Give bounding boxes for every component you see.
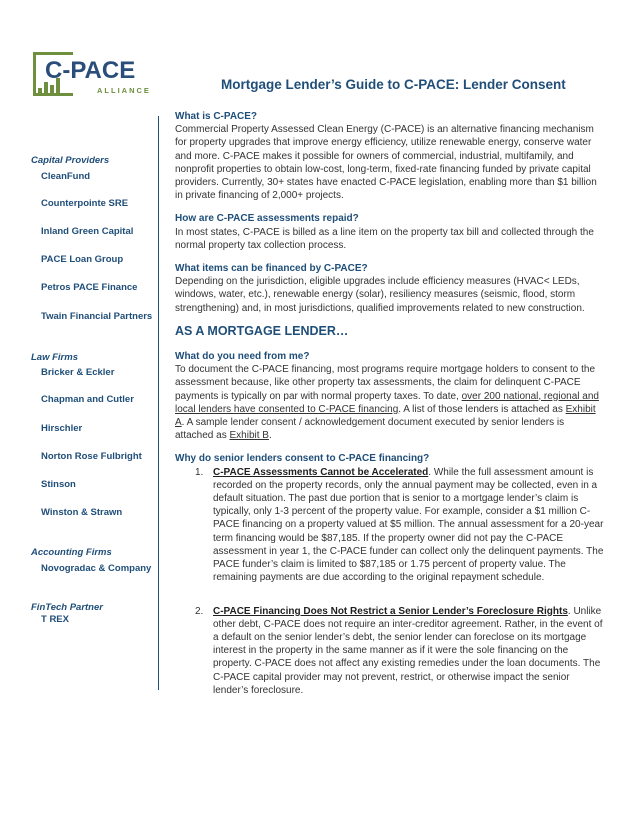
sidebar-category-law-firms: Law Firms	[31, 352, 78, 363]
sidebar-item: Counterpointe SRE	[41, 198, 129, 209]
sidebar-item: Norton Rose Fulbright	[41, 451, 142, 462]
section-heading: How are C-PACE assessments repaid?	[175, 213, 359, 225]
sidebar-category-capital-providers: Capital Providers	[31, 155, 110, 166]
reasons-list	[175, 466, 605, 697]
logo-sub-text: ALLIANCE	[97, 86, 151, 95]
lender-heading: AS A MORTGAGE LENDER…	[175, 323, 349, 338]
sidebar-category-fintech: FinTech Partner	[31, 602, 103, 613]
sidebar-item: PACE Loan Group	[41, 254, 124, 265]
section-heading: Why do senior lenders consent to C-PACE financing?	[175, 453, 430, 465]
exhibit-b-link[interactable]: Exhibit B	[229, 430, 269, 442]
body-text: . A sample lender consent / acknowledgement document executed by senior lenders is attached as	[175, 417, 565, 442]
sidebar-item: Novogradac & Company	[41, 563, 152, 574]
list-item-body: . While the full assessment amount is recorded on the property records, only the annual payment may be collected, even in a default situation. The past due portion that is senior to a mortgage lender’s claim is typically, only 1-3 percent of the property value. For example, consider a $1 million C-PACE financing on a property valued at $5 million. The annual assessment for a 20-year term financing would be $87,185. If the property owner did not pay the C-PACE assessment in year 1, the C-PACE funder can collect only the delinquent payments. The PACE funder’s claim is limited to $87,185 or 1.75 percent of property value. The remaining payments are due according to the original repayment schedule.	[213, 466, 604, 584]
main-content	[175, 110, 605, 711]
sidebar-item: Petros PACE Finance	[41, 282, 138, 293]
section-body: In most states, C-PACE is billed as a line item on the property tax bill and collected through the normal property tax collection process.	[175, 226, 594, 251]
sidebar-category-accounting-firms: Accounting Firms	[31, 547, 112, 558]
list-item	[175, 466, 605, 585]
logo-main-text: C-PACE	[45, 57, 136, 84]
list-item	[175, 605, 605, 697]
sidebar-item: Stinson	[41, 479, 76, 490]
section-body	[175, 363, 605, 442]
list-number: 1.	[195, 466, 204, 478]
sidebar-item: T REX	[41, 614, 69, 625]
body-text: . A list of those lenders is attached as	[398, 403, 566, 415]
sidebar-item: Hirschler	[41, 423, 83, 434]
list-item-title: C-PACE Assessments Cannot be Accelerated	[213, 466, 429, 478]
document-title: Mortgage Lender’s Guide to C-PACE: Lender Consent	[221, 77, 566, 92]
body-text: To document the C-PACE financing, most programs require mortgage holders to consent to the assessment because, like other property tax assessments, the claim for delinquent C-PACE payments is typically on par with normal property taxes. To date,	[175, 364, 596, 402]
section-body: Depending on the jurisdiction, eligible upgrades include efficiency measures (HVAC< LEDs, windows, water, etc.), renewable energy (solar), resiliency measures (seismic, flood, storm strengthening) and, in most jurisdictions, qualified improvements related to new construction.	[175, 276, 585, 314]
exhibit-a-link[interactable]: Exhibit A	[175, 403, 596, 429]
list-item-body: . Unlike other debt, C-PACE does not require an inter-creditor agreement. Rather, in the event of a default on the senior lender’s debt, the senior lender can foreclose on its mortgage interest in the property in the same manner as if it were the sole financing on the property. C-PACE does not affect any existing remedies under the loan documents. The C-PACE capital provider may not prevent, restrict, or otherwise impact the senior lender’s foreclosure.	[213, 605, 603, 696]
body-text: .	[268, 430, 272, 442]
list-number: 2.	[195, 605, 204, 617]
sidebar-item: Bricker & Eckler	[41, 367, 115, 378]
section-body: Commercial Property Assessed Clean Energy (C-PACE) is an alternative financing mechanism for property upgrades that improve energy efficiency, utilize renewable energy, conserve water and more. C-PACE makes it possible for owners of commercial, industrial, multifamily, and nonprofit properties to obtain low-cost, long-term, fixed-rate financing funded by private capital providers. Currently, 30+ states have enacted C-PACE legislation, enabling more than $1 billion in private financing of 2,000+ projects.	[175, 124, 597, 202]
section-heading: What items can be financed by C-PACE?	[175, 263, 368, 275]
c-pace-alliance-logo	[33, 52, 153, 102]
lenders-consented-link[interactable]: over 200 national, regional and local lenders have consented to C-PACE financing	[175, 390, 599, 415]
sidebar-item: CleanFund	[41, 171, 91, 182]
sidebar-item: Inland Green Capital	[41, 226, 134, 237]
list-item-title: C-PACE Financing Does Not Restrict a Senior Lender’s Foreclosure Rights	[213, 605, 568, 617]
sidebar-item: Twain Financial Partners	[41, 311, 153, 322]
section-heading: What do you need from me?	[175, 351, 310, 363]
sidebar-divider	[158, 116, 159, 690]
section-heading: What is C-PACE?	[175, 111, 258, 122]
sidebar-item: Chapman and Cutler	[41, 394, 134, 405]
sidebar-item: Winston & Strawn	[41, 507, 123, 518]
